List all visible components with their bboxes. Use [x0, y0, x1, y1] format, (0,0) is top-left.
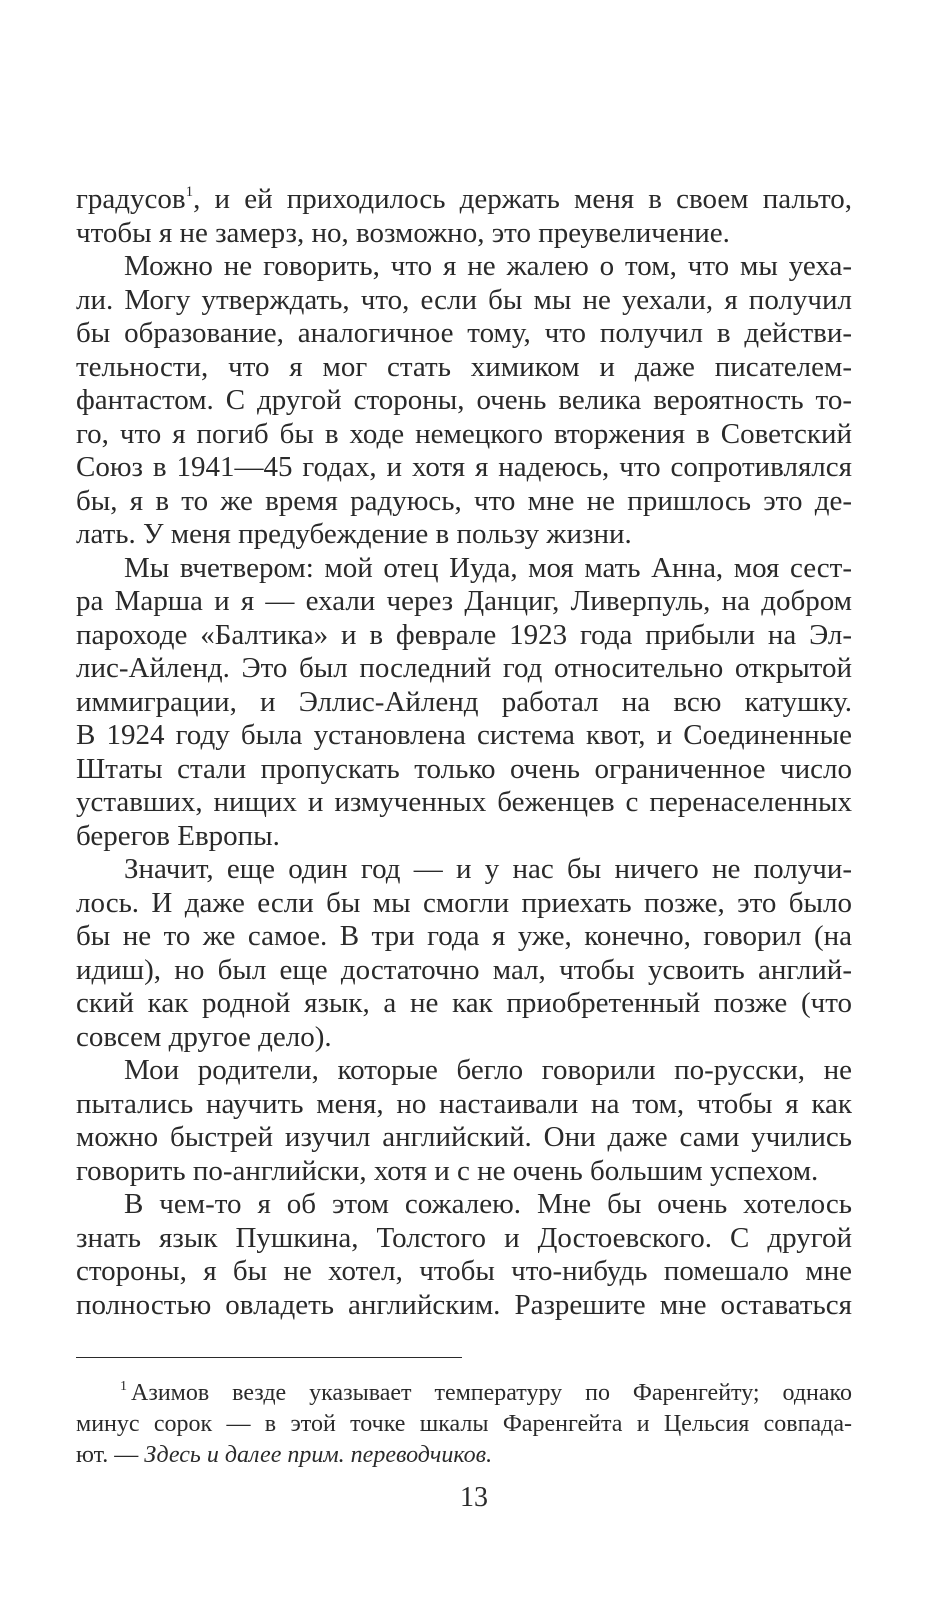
- footnote: [76, 1378, 852, 1471]
- text-line-content: чтобы я не замерз, но, возможно, это преувеличение.: [76, 216, 730, 249]
- text-line-content: берегов Европы.: [76, 819, 280, 852]
- text-line-content: лать. У меня предубеждение в пользу жизни.: [76, 518, 632, 550]
- text-line-content: лис-Айленд. Это был последний год относительно открытой: [76, 652, 852, 684]
- text-line: [76, 652, 852, 686]
- text-line-content: В чем-то я об этом сожалею. Мне бы очень хотелось: [124, 1188, 852, 1220]
- footnote-reference[interactable]: 1: [185, 184, 194, 200]
- text-line: [76, 1088, 852, 1122]
- text-line-content: тельности, что я мог стать химиком и даже писателем-: [76, 350, 852, 383]
- footnote-marker: 1: [120, 1379, 127, 1394]
- text-line: [76, 820, 852, 854]
- text-line-content: пароходе «Балтика» и в феврале 1923 года прибыли на Эл-: [76, 618, 852, 651]
- footnote-line-1: [76, 1378, 852, 1409]
- text-line-content: бы не то же самое. В три года я уже, конечно, говорил (на: [76, 920, 852, 952]
- text-line: [76, 1222, 852, 1256]
- page-number: 13: [460, 1482, 488, 1513]
- text-line-content: Мы вчетвером: мой отец Иуда, моя мать Анна, моя сест-: [124, 551, 852, 584]
- text-line-content: ли. Могу утверждать, что, если бы мы не уехали, я получил: [76, 283, 852, 316]
- text-line: [76, 619, 852, 653]
- text-line: [76, 1121, 852, 1155]
- footnote-text-3: ют. —: [76, 1442, 145, 1468]
- text-line: [76, 217, 852, 251]
- text-line: [76, 1188, 852, 1222]
- text-line: [76, 920, 852, 954]
- text-line-content: идиш), но был еще достаточно мал, чтобы усвоить англий-: [76, 953, 852, 986]
- text-line-content: Штаты стали пропускать только очень ограниченное число: [76, 752, 852, 785]
- text-line-content: ра Марша и я — ехали через Данциг, Ливерпуль, на добром: [76, 585, 852, 617]
- text-line-content: Значит, еще один год — и у нас бы ничего не получи-: [124, 853, 852, 885]
- text-line: [76, 451, 852, 485]
- text-line: [76, 1054, 852, 1088]
- text-line: [76, 719, 852, 753]
- text-line: [76, 485, 852, 519]
- text-line: [76, 351, 852, 385]
- footnote-attribution: Здесь и далее прим. переводчиков.: [144, 1442, 493, 1468]
- footnote-line-3: [76, 1440, 852, 1471]
- text-line: [76, 384, 852, 418]
- text-line: [76, 753, 852, 787]
- text-line: [76, 954, 852, 988]
- text-line: [76, 585, 852, 619]
- text-line-content: стороны, я бы не хотел, чтобы что-нибудь помешало мне: [76, 1255, 852, 1287]
- text-line-content: можно быстрей изучил английский. Они даже сами учились: [76, 1121, 852, 1153]
- text-line: [76, 887, 852, 921]
- main-text: [76, 183, 852, 1322]
- text-line-content: пытались научить меня, но настаивали на том, чтобы я как: [76, 1087, 852, 1120]
- text-line: [76, 552, 852, 586]
- text-line-content: фантастом. С другой стороны, очень велика вероятность то-: [76, 384, 852, 416]
- text-line-content: Мои родители, которые бегло говорили по-русски, не: [124, 1054, 852, 1086]
- text-line-content: знать язык Пушкина, Толстого и Достоевского. С другой: [76, 1221, 852, 1254]
- text-line-content: лось. И даже если бы мы смогли приехать позже, это было: [76, 886, 852, 919]
- text-line-content: совсем другое дело).: [76, 1020, 332, 1053]
- text-line: [76, 786, 852, 820]
- text-line-content: ский как родной язык, а не как приобретенный позже (что: [76, 987, 852, 1019]
- text-line-content: В 1924 году была установлена система квот, и Соединенные: [76, 719, 852, 751]
- text-line: [76, 853, 852, 887]
- text-line-content: говорить по-английски, хотя и с не очень большим успехом.: [76, 1154, 819, 1187]
- text-line: [76, 183, 852, 217]
- text-line: [76, 250, 852, 284]
- text-line-content: бы, я в то же время радуюсь, что мне не пришлось это де-: [76, 484, 852, 517]
- text-line: [76, 686, 852, 720]
- text-line-content: Можно не говорить, что я не жалею о том, что мы уеха-: [124, 250, 852, 282]
- text-line-continuation: , и ей приходилось держать меня в своем пальто,: [193, 183, 852, 215]
- text-line: [76, 284, 852, 318]
- text-line: [76, 1155, 852, 1189]
- text-line-content: градусов: [76, 183, 186, 215]
- footnote-text-1: Азимов везде указывает температуру по Фаренгейту; однако: [131, 1380, 852, 1406]
- text-line: [76, 1021, 852, 1055]
- text-line: [76, 418, 852, 452]
- text-line-content: го, что я погиб бы в ходе немецкого вторжения в Советский: [76, 417, 852, 450]
- text-line-content: Союз в 1941—45 годах, и хотя я надеюсь, что сопротивлялся: [76, 451, 852, 483]
- text-line: [76, 518, 852, 552]
- text-line: [76, 317, 852, 351]
- footnote-divider: [76, 1357, 462, 1358]
- text-line: [76, 1289, 852, 1323]
- footnote-line-2: минус сорок — в этой точке шкалы Фаренгейта и Цельсия совпада-: [76, 1411, 852, 1437]
- text-line: [76, 1255, 852, 1289]
- text-line-content: иммиграции, и Эллис-Айленд работал на всю катушку.: [76, 685, 852, 718]
- text-line-content: полностью овладеть английским. Разрешите мне оставаться: [76, 1288, 852, 1321]
- text-line: [76, 987, 852, 1021]
- text-line-content: бы образование, аналогичное тому, что получил в действи-: [76, 317, 852, 349]
- text-line-content: уставших, нищих и измученных беженцев с перенаселенных: [76, 786, 852, 818]
